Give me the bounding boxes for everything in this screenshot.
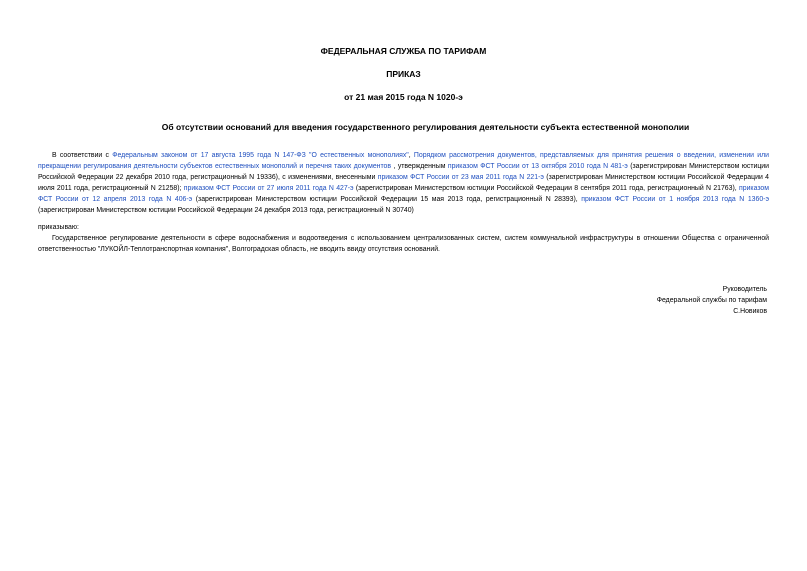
preamble-text-2: , xyxy=(408,152,414,159)
link-order-1360[interactable]: приказом ФСТ России от 1 ноября 2013 года N 1360-э xyxy=(581,196,769,203)
preamble-paragraph xyxy=(38,150,769,216)
agency-name: ФЕДЕРАЛЬНАЯ СЛУЖБА ПО ТАРИФАМ xyxy=(320,46,487,56)
preamble-text-5: (зарегистрирован Министерством юстиции Российской Федерации 4 июля 2011 года, регистрационный N 21258); xyxy=(38,174,770,192)
link-order-481[interactable]: приказом ФСТ России от 13 октября 2010 года N 481-э xyxy=(447,163,628,170)
resolves-label: приказываю: xyxy=(38,224,79,231)
preamble-text-3: , утвержденным xyxy=(391,163,448,170)
link-procedure[interactable]: Порядком рассмотрения документов, представляемых для принятия решения о введении, изменении или прекращении регулирования деятельности субъектов естественных монополий и перечня таких документов xyxy=(38,152,769,170)
document-title: Об отсутствии оснований для введения государственного регулирования деятельности субъекта естественной монополии xyxy=(161,122,690,132)
preamble-text-7: (зарегистрирован Министерством юстиции Российской Федерации 15 мая 2013 года, регистрационный N 28393), xyxy=(192,196,582,203)
preamble-text-1: В соответствии с xyxy=(52,152,113,159)
preamble-text-8: (зарегистрирован Министерством юстиции Российской Федерации 24 декабря 2013 года, регистрационный N 30740) xyxy=(38,207,414,214)
order-paragraph: Государственное регулирование деятельности в сфере водоснабжения и водоотведения с использованием централизованных систем, систем коммунальной инфраструктуры в отношении Общества с ограниченной ответственностью "ЛУКОЙЛ-Теплотранспортная компания", Волгоградская область, не вводить ввиду отсутствия оснований. xyxy=(38,235,769,253)
link-order-221[interactable]: приказом ФСТ России от 23 мая 2011 года N 221-э xyxy=(377,174,544,181)
preamble-text-4: (зарегистрирован Министерством юстиции Российской Федерации 22 декабря 2010 года, регистрационный N 19336), с изменениями, внесенными xyxy=(38,163,769,181)
document-type: ПРИКАЗ xyxy=(386,69,421,79)
link-order-406[interactable]: приказом ФСТ России от 12 апреля 2013 года N 406-э xyxy=(38,185,769,203)
signature-name: С.Новиков xyxy=(733,308,767,315)
link-order-427[interactable]: приказом ФСТ России от 27 июля 2011 года N 427-э xyxy=(183,185,354,192)
link-federal-law[interactable]: Федеральным законом от 17 августа 1995 года N 147-ФЗ "О естественных монополиях" xyxy=(112,152,409,159)
signature-position: Руководитель xyxy=(722,286,767,293)
document-date-number: от 21 мая 2015 года N 1020-э xyxy=(344,92,463,102)
preamble-text-6: (зарегистрирован Министерством юстиции Российской Федерации 8 сентября 2011 года, регистрационный N 21763), xyxy=(353,185,739,192)
signature-organization: Федеральной службы по тарифам xyxy=(656,297,767,304)
